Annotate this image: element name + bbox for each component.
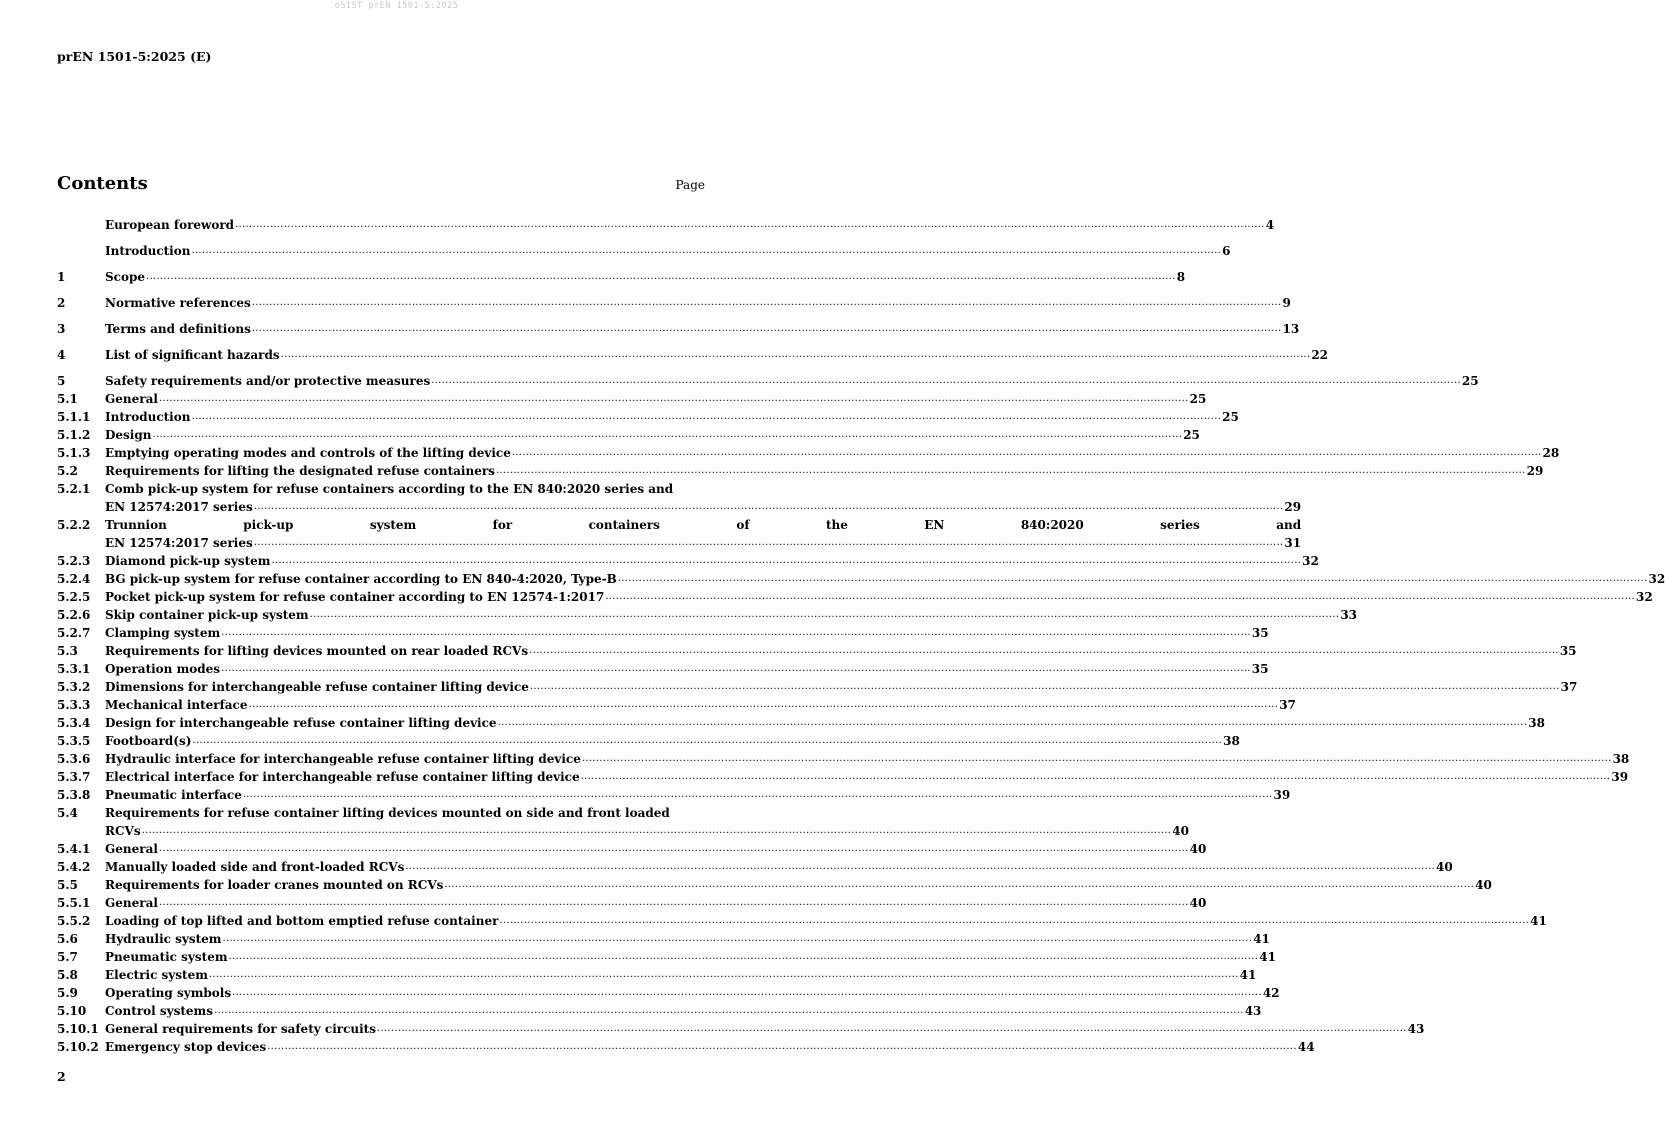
toc-entry[interactable] bbox=[57, 294, 1291, 312]
toc-entry-page: 43 bbox=[1407, 1022, 1425, 1036]
toc-entry[interactable] bbox=[57, 390, 1207, 408]
toc-entry-number: 5.7 bbox=[57, 950, 78, 964]
toc-entry-number: 5.10.1 bbox=[57, 1022, 99, 1036]
toc-entry-number: 3 bbox=[57, 322, 66, 336]
toc-entry[interactable] bbox=[57, 804, 1189, 840]
toc-entry-number: 5 bbox=[57, 374, 66, 388]
toc-entry-title: General bbox=[105, 896, 158, 910]
toc-entry-page: 25 bbox=[1189, 392, 1207, 406]
toc-entry[interactable] bbox=[57, 372, 1479, 390]
toc-entry[interactable] bbox=[57, 1038, 1315, 1056]
toc-entry-page: 35 bbox=[1251, 626, 1269, 640]
toc-entry-number: 5.1.3 bbox=[57, 446, 91, 460]
toc-entry-page: 37 bbox=[1279, 698, 1296, 712]
toc-entry-number: 5.4.1 bbox=[57, 842, 91, 856]
dot-leader bbox=[581, 768, 1611, 786]
toc-entry[interactable] bbox=[57, 966, 1257, 984]
toc-entry[interactable] bbox=[57, 552, 1319, 570]
toc-entry-number: 5.3.1 bbox=[57, 662, 91, 676]
toc-entry-title: Footboard(s) bbox=[105, 734, 192, 748]
dot-leader bbox=[618, 570, 1648, 588]
dot-leader bbox=[271, 552, 1301, 570]
dot-leader bbox=[405, 858, 1435, 876]
toc-entry-title: Dimensions for interchangeable refuse container lifting device bbox=[105, 680, 529, 694]
dot-leader bbox=[529, 642, 1559, 660]
toc-entry-page: 43 bbox=[1244, 1004, 1262, 1018]
toc-entry-number: 5.2.7 bbox=[57, 626, 91, 640]
dot-leader bbox=[281, 346, 1311, 364]
toc-entry[interactable] bbox=[57, 678, 1578, 696]
toc-entry-number: 5.3.3 bbox=[57, 698, 91, 712]
toc-entry[interactable] bbox=[57, 642, 1577, 660]
dot-leader bbox=[498, 714, 1528, 732]
toc-entry-number: 5.1.1 bbox=[57, 410, 91, 424]
toc-entry-title: Normative references bbox=[105, 296, 251, 310]
toc-entry[interactable] bbox=[57, 876, 1492, 894]
toc-entry-title: Design bbox=[105, 428, 152, 442]
toc-entry-page: 32 bbox=[1648, 572, 1665, 586]
toc-entry[interactable] bbox=[57, 1020, 1425, 1038]
toc-entry-title: Comb pick-up system for refuse containers according to the EN 840:2020 series and bbox=[105, 482, 674, 496]
toc-entry[interactable] bbox=[57, 894, 1207, 912]
toc-entry-title-continued: EN 12574:2017 series bbox=[105, 536, 253, 550]
toc-entry-page: 41 bbox=[1239, 968, 1257, 982]
toc-entry[interactable] bbox=[57, 408, 1239, 426]
dot-leader bbox=[310, 606, 1340, 624]
toc-entry[interactable] bbox=[57, 732, 1240, 750]
dot-leader bbox=[605, 588, 1635, 606]
dot-leader bbox=[142, 822, 1172, 840]
toc-entry-page: 33 bbox=[1340, 608, 1358, 622]
toc-entry-page: 42 bbox=[1262, 986, 1280, 1000]
dot-leader bbox=[252, 320, 1282, 338]
dot-leader bbox=[221, 624, 1251, 642]
toc-entry[interactable] bbox=[57, 320, 1300, 338]
toc-entry[interactable] bbox=[57, 570, 1665, 588]
toc-entry-number: 5.10.2 bbox=[57, 1040, 99, 1054]
dot-leader bbox=[530, 678, 1560, 696]
toc-entry-number: 5.5.2 bbox=[57, 914, 91, 928]
toc-entry-title-continued: EN 12574:2017 series bbox=[105, 500, 253, 514]
toc-entry[interactable] bbox=[57, 516, 1302, 552]
toc-entry-title: Skip container pick-up system bbox=[105, 608, 309, 622]
toc-entry-title: Introduction bbox=[105, 244, 191, 258]
toc-entry[interactable] bbox=[57, 948, 1276, 966]
toc-entry-page: 41 bbox=[1253, 932, 1270, 946]
page-column-label: Page bbox=[675, 178, 705, 192]
toc-entry[interactable] bbox=[57, 462, 1544, 480]
dot-leader bbox=[249, 696, 1279, 714]
toc-entry-number: 5.2.3 bbox=[57, 554, 91, 568]
toc-entry-page: 22 bbox=[1311, 348, 1329, 362]
toc-entry-page: 41 bbox=[1530, 914, 1547, 928]
toc-entry-title: Operation modes bbox=[105, 662, 221, 676]
toc-entry-number: 5.3.5 bbox=[57, 734, 91, 748]
toc-entry[interactable] bbox=[57, 696, 1296, 714]
toc-entry-page: 6 bbox=[1222, 244, 1231, 258]
toc-entry-title: Operating symbols bbox=[105, 986, 232, 1000]
toc-entry-page: 13 bbox=[1282, 322, 1300, 336]
toc-entry-title: Introduction bbox=[105, 410, 191, 424]
toc-entry-title: Clamping system bbox=[105, 626, 221, 640]
dot-leader bbox=[146, 268, 1176, 286]
toc-entry-title: Diamond pick-up system bbox=[105, 554, 271, 568]
toc-entry-number: 5.1 bbox=[57, 392, 78, 406]
toc-entry[interactable] bbox=[57, 426, 1200, 444]
toc-entry-title: Pneumatic system bbox=[105, 950, 228, 964]
toc-entry-title: Hydraulic system bbox=[105, 932, 222, 946]
toc-entry-title: Terms and definitions bbox=[105, 322, 251, 336]
toc-entry-title: Emptying operating modes and controls of the lifting device bbox=[105, 446, 511, 460]
toc-entry[interactable] bbox=[57, 786, 1291, 804]
toc-entry[interactable] bbox=[57, 930, 1270, 948]
toc-entry-title: Requirements for refuse container lifting devices mounted on side and front loaded bbox=[105, 806, 670, 820]
toc-entry-page: 35 bbox=[1251, 662, 1269, 676]
toc-entry-page: 39 bbox=[1273, 788, 1291, 802]
toc-entry-title: List of significant hazards bbox=[105, 348, 280, 362]
toc-entry[interactable] bbox=[57, 268, 1186, 286]
toc-entry-page: 29 bbox=[1284, 500, 1302, 514]
toc-entry-title: Electrical interface for interchangeable refuse container lifting device bbox=[105, 770, 580, 784]
dot-leader bbox=[499, 912, 1529, 930]
toc-entry-page: 9 bbox=[1282, 296, 1291, 310]
toc-entry-page: 40 bbox=[1189, 842, 1207, 856]
table-of-contents bbox=[57, 216, 1665, 1056]
document-id: prEN 1501-5:2025 (E) bbox=[57, 49, 212, 64]
toc-entry-number: 5.2.6 bbox=[57, 608, 91, 622]
toc-entry-title: Requirements for lifting devices mounted on rear loaded RCVs bbox=[105, 644, 529, 658]
toc-entry-number: 1 bbox=[57, 270, 66, 284]
toc-entry[interactable] bbox=[57, 858, 1453, 876]
dot-leader bbox=[512, 444, 1542, 462]
toc-entry-number: 2 bbox=[57, 296, 66, 310]
toc-entry-number: 5.8 bbox=[57, 968, 78, 982]
toc-entry-page: 8 bbox=[1176, 270, 1186, 284]
toc-entry-page: 38 bbox=[1223, 734, 1240, 748]
toc-entry[interactable] bbox=[57, 606, 1358, 624]
toc-entry[interactable] bbox=[57, 444, 1560, 462]
toc-entry-page: 38 bbox=[1612, 752, 1630, 766]
dot-leader bbox=[159, 840, 1189, 858]
toc-entry-title: Manually loaded side and front-loaded RCVs bbox=[105, 860, 405, 874]
toc-entry-title: Pocket pick-up system for refuse container according to EN 12574-1:2017 bbox=[105, 590, 605, 604]
toc-entry-page: 40 bbox=[1475, 878, 1492, 892]
dot-leader bbox=[152, 426, 1182, 444]
toc-entry-number: 5.3.4 bbox=[57, 716, 91, 730]
toc-entry-page: 29 bbox=[1526, 464, 1544, 478]
toc-entry-page: 25 bbox=[1183, 428, 1200, 442]
toc-entry-title: Loading of top lifted and bottom emptied refuse container bbox=[105, 914, 499, 928]
toc-entry-title: Scope bbox=[105, 270, 146, 284]
dot-leader bbox=[431, 372, 1461, 390]
page-number: 2 bbox=[57, 1069, 66, 1084]
toc-entry-number: 5.3.6 bbox=[57, 752, 91, 766]
dot-leader bbox=[243, 786, 1273, 804]
toc-entry-title: Emergency stop devices bbox=[105, 1040, 267, 1054]
dot-leader bbox=[221, 660, 1251, 678]
toc-entry-title: Electric system bbox=[105, 968, 208, 982]
toc-entry-page: 44 bbox=[1297, 1040, 1315, 1054]
toc-entry-number: 5.2.4 bbox=[57, 572, 91, 586]
toc-entry-title: General bbox=[105, 842, 158, 856]
toc-entry-page: 35 bbox=[1559, 644, 1577, 658]
toc-entry-page: 40 bbox=[1189, 896, 1207, 910]
toc-entry[interactable] bbox=[57, 242, 1231, 260]
dot-leader bbox=[267, 1038, 1297, 1056]
toc-entry-number: 5.4 bbox=[57, 806, 78, 820]
dot-leader bbox=[444, 876, 1474, 894]
toc-entry-page: 31 bbox=[1284, 536, 1302, 550]
toc-entry[interactable] bbox=[57, 840, 1207, 858]
toc-entry[interactable] bbox=[57, 750, 1630, 768]
toc-entry-title: Trunnion pick-up system for containers of the EN 840:2020 series and bbox=[105, 518, 1302, 532]
toc-entry-page: 32 bbox=[1636, 590, 1653, 604]
dot-leader bbox=[232, 984, 1262, 1002]
toc-entry-page: 40 bbox=[1172, 824, 1189, 838]
toc-entry-title: Mechanical interface bbox=[105, 698, 248, 712]
toc-entry-title: Hydraulic interface for interchangeable refuse container lifting device bbox=[105, 752, 581, 766]
toc-entry-number: 5.3.7 bbox=[57, 770, 91, 784]
dot-leader bbox=[235, 216, 1265, 234]
toc-entry-page: 39 bbox=[1611, 770, 1629, 784]
dot-leader bbox=[377, 1020, 1407, 1038]
dot-leader bbox=[209, 966, 1239, 984]
toc-entry[interactable] bbox=[57, 480, 1302, 516]
toc-entry-number: 5.2.1 bbox=[57, 482, 91, 496]
toc-entry-number: 5.3.8 bbox=[57, 788, 91, 802]
toc-entry-number: 5.2 bbox=[57, 464, 78, 478]
toc-entry-number: 5.6 bbox=[57, 932, 78, 946]
toc-entry[interactable] bbox=[57, 588, 1653, 606]
toc-entry-page: 28 bbox=[1542, 446, 1560, 460]
toc-entry-number: 5.9 bbox=[57, 986, 78, 1000]
toc-entry[interactable] bbox=[57, 714, 1545, 732]
toc-entry-number: 5.2.2 bbox=[57, 518, 91, 532]
dot-leader bbox=[192, 732, 1222, 750]
toc-entry-page: 38 bbox=[1528, 716, 1545, 730]
toc-entry-page: 25 bbox=[1461, 374, 1479, 388]
toc-entry-title: European foreword bbox=[105, 218, 235, 232]
toc-entry-title-continued: RCVs bbox=[105, 824, 141, 838]
toc-entry-title: Pneumatic interface bbox=[105, 788, 242, 802]
toc-entry-page: 41 bbox=[1259, 950, 1276, 964]
contents-heading: Contents bbox=[57, 173, 148, 194]
toc-entry-number: 5.10 bbox=[57, 1004, 87, 1018]
toc-entry-number: 5.4.2 bbox=[57, 860, 91, 874]
dot-leader bbox=[159, 390, 1189, 408]
toc-entry-title: General bbox=[105, 392, 158, 406]
toc-entry-title: Safety requirements and/or protective measures bbox=[105, 374, 431, 388]
toc-entry-number: 5.1.2 bbox=[57, 428, 91, 442]
toc-entry-number: 5.2.5 bbox=[57, 590, 91, 604]
toc-entry-page: 25 bbox=[1222, 410, 1239, 424]
toc-entry-page: 40 bbox=[1436, 860, 1453, 874]
toc-entry-page: 32 bbox=[1302, 554, 1319, 568]
toc-entry-page: 4 bbox=[1265, 218, 1275, 232]
dot-leader bbox=[582, 750, 1612, 768]
dot-leader bbox=[254, 498, 1284, 516]
toc-entry-number: 4 bbox=[57, 348, 66, 362]
dot-leader bbox=[254, 534, 1284, 552]
toc-entry[interactable] bbox=[57, 346, 1329, 364]
toc-entry[interactable] bbox=[57, 216, 1275, 234]
dot-leader bbox=[191, 242, 1221, 260]
dot-leader bbox=[252, 294, 1282, 312]
toc-entry[interactable] bbox=[57, 1002, 1262, 1020]
toc-entry-number: 5.3.2 bbox=[57, 680, 91, 694]
dot-leader bbox=[496, 462, 1526, 480]
toc-entry[interactable] bbox=[57, 660, 1269, 678]
toc-entry[interactable] bbox=[57, 768, 1629, 786]
toc-entry[interactable] bbox=[57, 984, 1280, 1002]
toc-entry[interactable] bbox=[57, 912, 1547, 930]
toc-entry-title: Requirements for lifting the designated refuse containers bbox=[105, 464, 495, 478]
toc-entry-title: Design for interchangeable refuse container lifting device bbox=[105, 716, 497, 730]
toc-entry-title: Control systems bbox=[105, 1004, 213, 1018]
dot-leader bbox=[214, 1002, 1244, 1020]
dot-leader bbox=[229, 948, 1259, 966]
toc-entry-title: BG pick-up system for refuse container according to EN 840-4:2020, Type-B bbox=[105, 572, 617, 586]
toc-entry-page: 37 bbox=[1560, 680, 1578, 694]
dot-leader bbox=[222, 930, 1252, 948]
dot-leader bbox=[191, 408, 1221, 426]
toc-entry-number: 5.3 bbox=[57, 644, 78, 658]
toc-entry-title: Requirements for loader cranes mounted on RCVs bbox=[105, 878, 444, 892]
toc-entry-title: General requirements for safety circuits bbox=[105, 1022, 376, 1036]
toc-entry[interactable] bbox=[57, 624, 1269, 642]
dot-leader bbox=[159, 894, 1189, 912]
toc-entry-number: 5.5 bbox=[57, 878, 78, 892]
watermark: oSIST prEN 1501-5:2025 bbox=[334, 1, 459, 11]
toc-entry-number: 5.5.1 bbox=[57, 896, 91, 910]
